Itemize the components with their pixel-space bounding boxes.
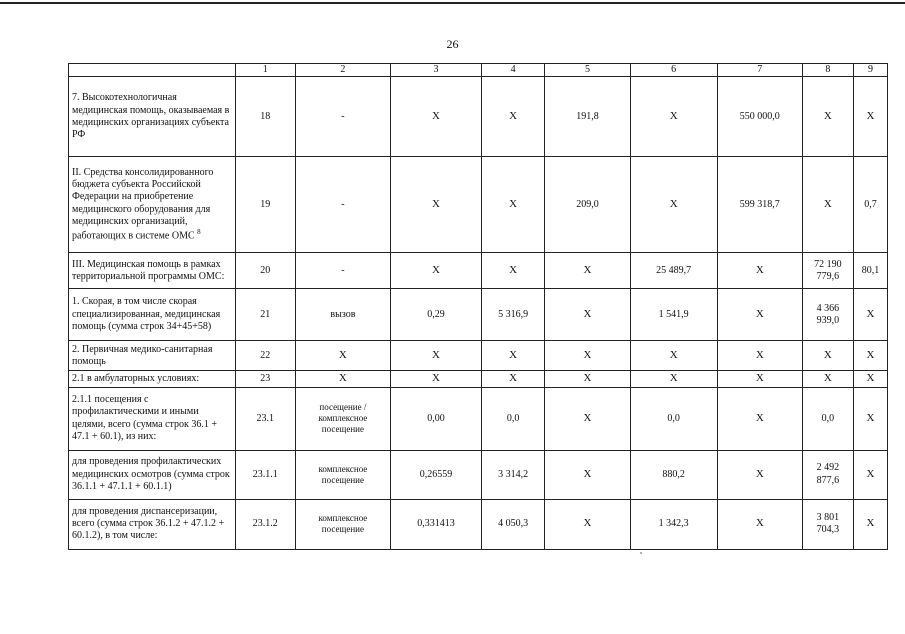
- table-row: [69, 289, 888, 341]
- table-cell: -: [295, 77, 391, 157]
- table-cell: 23.1.1: [235, 450, 295, 499]
- table-cell: 0,0: [481, 387, 545, 450]
- table-cell: X: [853, 387, 887, 450]
- table-row: [69, 450, 888, 499]
- row-label: [69, 253, 236, 289]
- table-cell: X: [630, 157, 717, 253]
- table-cell: -: [295, 253, 391, 289]
- column-number-header: 9: [853, 64, 887, 77]
- table-cell: X: [391, 371, 481, 387]
- table-cell: X: [481, 341, 545, 371]
- table-cell: X: [853, 289, 887, 341]
- table-row: [69, 157, 888, 253]
- table-cell: 0,331413: [391, 499, 481, 549]
- table-cell: 0,29: [391, 289, 481, 341]
- table-cell: X: [717, 450, 802, 499]
- table-cell: 3 314,2: [481, 450, 545, 499]
- table-cell: X: [853, 450, 887, 499]
- table-cell: 5 316,9: [481, 289, 545, 341]
- table-cell: посещение / комплексное посещение: [295, 387, 391, 450]
- table-cell: 880,2: [630, 450, 717, 499]
- row-label-text: 2.1.1 посещения с профилактическими и иными целями, всего (сумма строк 36.1 + 47.1 + 60.1), из них:: [72, 394, 218, 442]
- table-cell: 191,8: [545, 77, 630, 157]
- table-cell: X: [717, 253, 802, 289]
- table-cell: X: [481, 77, 545, 157]
- column-number-header: 5: [545, 64, 630, 77]
- footnote-marker: 8: [197, 227, 201, 236]
- table-cell: X: [853, 341, 887, 371]
- table-cell: 23.1.2: [235, 499, 295, 549]
- table-cell: 19: [235, 157, 295, 253]
- table-cell: X: [717, 289, 802, 341]
- table-cell: 0,0: [630, 387, 717, 450]
- table-cell: 80,1: [853, 253, 887, 289]
- table-cell: X: [630, 341, 717, 371]
- row-label: [69, 77, 236, 157]
- table-cell: X: [295, 371, 391, 387]
- table-row: [69, 371, 888, 387]
- table-cell: 0,0: [802, 387, 853, 450]
- column-number-header: 7: [717, 64, 802, 77]
- table-cell: X: [295, 341, 391, 371]
- column-number-header: 6: [630, 64, 717, 77]
- table-cell: X: [717, 341, 802, 371]
- table-cell: вызов: [295, 289, 391, 341]
- column-number-header: 3: [391, 64, 481, 77]
- row-label-text: III. Медицинская помощь в рамках территориальной программы ОМС:: [72, 258, 225, 282]
- table-cell: комплексное посещение: [295, 450, 391, 499]
- table-cell: 18: [235, 77, 295, 157]
- row-label-text: 1. Скорая, в том числе скорая специализированная, медицинская помощь (сумма строк 34+45+58): [72, 296, 221, 332]
- table-cell: 20: [235, 253, 295, 289]
- table-cell: X: [717, 387, 802, 450]
- table-cell: 21: [235, 289, 295, 341]
- row-label: [69, 341, 236, 371]
- row-label-text: для проведения профилактических медицинских осмотров (сумма строк 36.1.1 + 47.1.1 + 60.1.1): [72, 456, 230, 492]
- table-cell: 209,0: [545, 157, 630, 253]
- table-cell: X: [717, 499, 802, 549]
- table-cell: 0,00: [391, 387, 481, 450]
- row-label-text: II. Средства консолидированного бюджета субъекта Российской Федерации на приобретение медицинского оборудования для медицинских организаций, работающих в системе ОМС: [72, 166, 214, 242]
- row-label: [69, 450, 236, 499]
- scan-speck: [640, 552, 642, 554]
- table-cell: комплексное посещение: [295, 499, 391, 549]
- table-row: [69, 77, 888, 157]
- table-cell: 22: [235, 341, 295, 371]
- header-blank-cell: [69, 64, 236, 77]
- table-cell: X: [853, 371, 887, 387]
- table-cell: X: [545, 371, 630, 387]
- column-number-header: 1: [235, 64, 295, 77]
- table-cell: 4 366 939,0: [802, 289, 853, 341]
- table-cell: 2 492 877,6: [802, 450, 853, 499]
- table-row: [69, 387, 888, 450]
- table-cell: X: [802, 157, 853, 253]
- column-number-header: 2: [295, 64, 391, 77]
- column-number-header: 4: [481, 64, 545, 77]
- row-label-text: для проведения диспансеризации, всего (сумма строк 36.1.2 + 47.1.2 + 60.1.2), в том числе:: [72, 505, 225, 542]
- row-label-text: 7. Высокотехнологичная медицинская помощь, оказываемая в медицинских организациях субъекта РФ: [72, 92, 230, 140]
- table-cell: X: [481, 371, 545, 387]
- table-cell: X: [853, 77, 887, 157]
- table-cell: X: [545, 387, 630, 450]
- table-cell: 0,7: [853, 157, 887, 253]
- table-cell: X: [481, 157, 545, 253]
- table-cell: X: [802, 371, 853, 387]
- row-label-text: 2.1 в амбулаторных условиях:: [72, 372, 200, 384]
- table-cell: 23: [235, 371, 295, 387]
- page-number: 26: [446, 37, 459, 51]
- table-cell: X: [391, 253, 481, 289]
- table-cell: X: [802, 77, 853, 157]
- table-cell: 550 000,0: [717, 77, 802, 157]
- table-cell: 1 342,3: [630, 499, 717, 549]
- table-cell: 3 801 704,3: [802, 499, 853, 549]
- row-label-text: 2. Первичная медико-санитарная помощь: [72, 343, 213, 367]
- table-cell: 23.1: [235, 387, 295, 450]
- table-cell: X: [545, 499, 630, 549]
- column-number-header: 8: [802, 64, 853, 77]
- table-cell: X: [391, 157, 481, 253]
- top-border-line: [0, 2, 905, 4]
- header-row: [69, 64, 888, 77]
- table-cell: 72 190 779,6: [802, 253, 853, 289]
- row-label: [69, 499, 236, 549]
- table-cell: 25 489,7: [630, 253, 717, 289]
- data-table: [68, 63, 888, 550]
- table-cell: X: [545, 450, 630, 499]
- row-label: [69, 289, 236, 341]
- table-row: [69, 253, 888, 289]
- table-cell: X: [717, 371, 802, 387]
- table-cell: X: [630, 77, 717, 157]
- table-cell: X: [802, 341, 853, 371]
- table-cell: -: [295, 157, 391, 253]
- table-row: [69, 341, 888, 371]
- table-cell: X: [391, 341, 481, 371]
- table-cell: X: [481, 253, 545, 289]
- table-cell: X: [545, 341, 630, 371]
- row-label: [69, 371, 236, 387]
- table-cell: 4 050,3: [481, 499, 545, 549]
- table-cell: X: [545, 253, 630, 289]
- table-row: [69, 499, 888, 549]
- table-cell: 0,26559: [391, 450, 481, 499]
- table-cell: 599 318,7: [717, 157, 802, 253]
- table-cell: X: [545, 289, 630, 341]
- table-cell: 1 541,9: [630, 289, 717, 341]
- row-label: [69, 157, 236, 253]
- row-label: [69, 387, 236, 450]
- table-cell: X: [630, 371, 717, 387]
- table-cell: X: [853, 499, 887, 549]
- table-cell: X: [391, 77, 481, 157]
